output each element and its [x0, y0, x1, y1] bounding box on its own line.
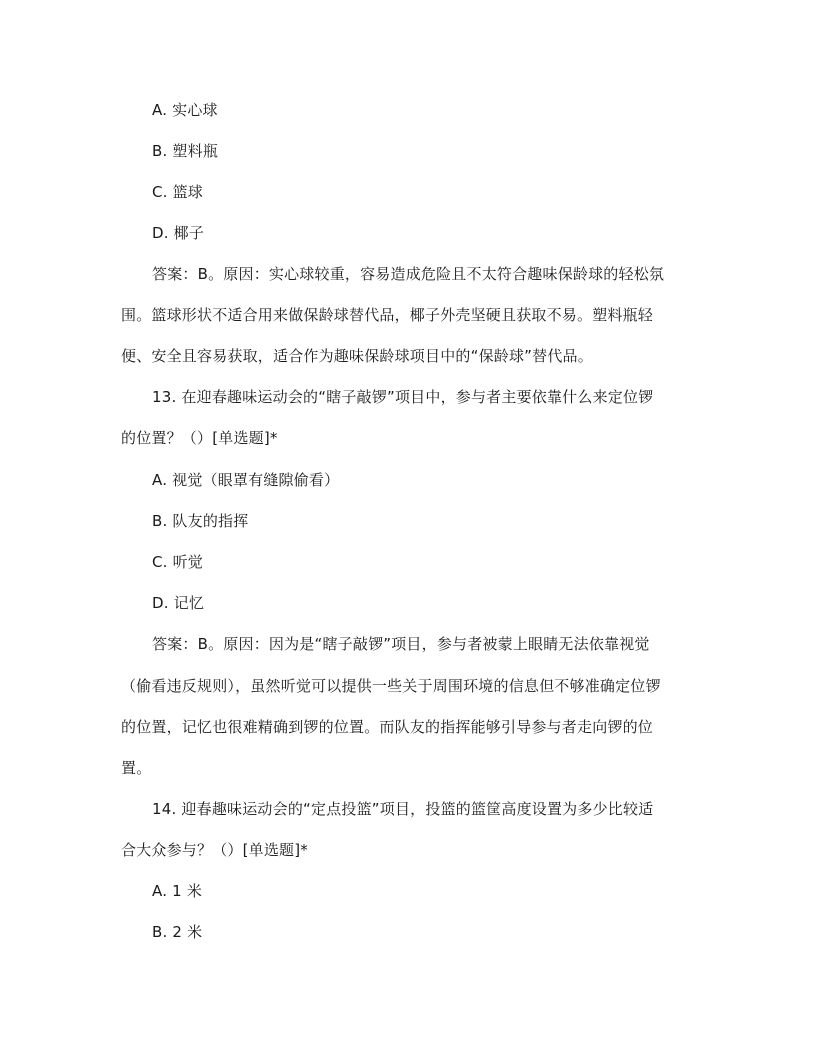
q13-answer-line-4: 置。: [121, 759, 152, 777]
q13-option-c: C. 听觉: [152, 553, 204, 571]
q13-answer-line-1: 答案：B。原因：因为是“瞎子敲锣”项目，参与者被蒙上眼睛无法依靠视觉: [152, 635, 650, 653]
q13-answer-line-2: （偷看违反规则），虽然听觉可以提供一些关于周围环境的信息但不够准确定位锣: [121, 677, 661, 695]
q12-answer-line-2: 围。篮球形状不适合用来做保龄球替代品，椰子外壳坚硬且获取不易。塑料瓶轻: [121, 306, 654, 324]
q12-answer-line-3: 便、安全且容易获取，适合作为趣味保龄球项目中的“保龄球”替代品。: [121, 347, 593, 365]
q12-option-a: A. 实心球: [152, 101, 218, 119]
q13-option-a: A. 视觉（眼罩有缝隙偷看）: [152, 471, 340, 489]
q12-option-c: C. 篮球: [152, 183, 204, 201]
q12-option-d: D. 椰子: [152, 224, 205, 242]
q12-answer-line-1: 答案：B。原因：实心球较重，容易造成危险且不太符合趣味保龄球的轻松氛: [152, 265, 665, 283]
q14-option-a: A. 1 米: [152, 882, 203, 900]
q13-answer-line-3: 的位置，记忆也很难精确到锣的位置。而队友的指挥能够引导参与者走向锣的位: [121, 718, 654, 736]
q13-question-line-2: 的位置？（）[单选题]*: [121, 429, 278, 447]
q14-question-line-2: 合大众参与？（）[单选题]*: [121, 841, 309, 859]
q14-option-b: B. 2 米: [152, 923, 203, 941]
q12-option-b: B. 塑料瓶: [152, 142, 219, 160]
q13-option-b: B. 队友的指挥: [152, 512, 249, 530]
q14-question-line-1: 14. 迎春趣味运动会的“定点投篮”项目，投篮的篮筐高度设置为多少比较适: [152, 800, 654, 818]
q13-question-line-1: 13. 在迎春趣味运动会的“瞎子敲锣”项目中，参与者主要依靠什么来定位锣: [152, 388, 654, 406]
q13-option-d: D. 记忆: [152, 594, 205, 612]
